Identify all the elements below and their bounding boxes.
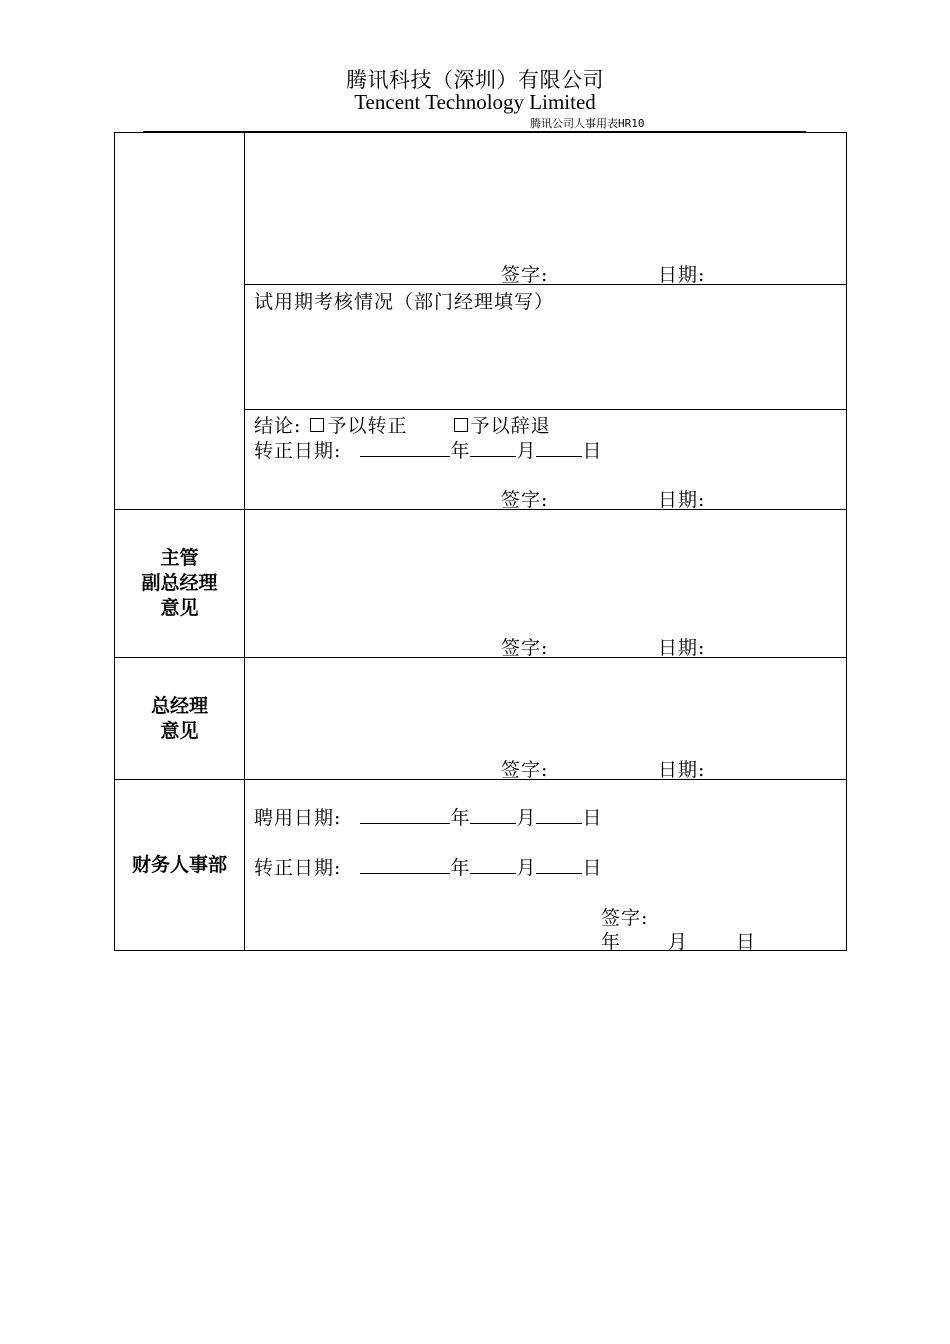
month-unit: 月 bbox=[516, 807, 537, 829]
date-label: 日期: bbox=[658, 264, 706, 286]
finance-sign-label: 签字: bbox=[601, 907, 649, 929]
probation-eval-title: 试用期考核情况（部门经理填写） bbox=[254, 291, 555, 313]
sign-label: 签字: bbox=[501, 489, 549, 511]
day-unit: 日 bbox=[582, 440, 603, 462]
vp-label-line1: 主管 bbox=[160, 547, 199, 569]
month-blank[interactable] bbox=[470, 805, 516, 824]
company-name-en: Tencent Technology Limited bbox=[354, 90, 596, 114]
confirm-option-label: 予以转正 bbox=[327, 415, 408, 437]
approval-form-table bbox=[114, 132, 847, 951]
day-unit: 日 bbox=[582, 857, 603, 879]
confirm-date-label: 转正日期: bbox=[254, 440, 342, 462]
hire-date-label: 聘用日期: bbox=[254, 807, 342, 829]
month-unit: 月 bbox=[516, 857, 537, 879]
vp-label-line3: 意见 bbox=[160, 597, 199, 619]
conclusion-label: 结论: bbox=[254, 415, 302, 437]
row-divider bbox=[115, 657, 846, 658]
year-blank[interactable] bbox=[360, 855, 450, 874]
vp-label-line2: 副总经理 bbox=[141, 572, 218, 594]
dismiss-option-label: 予以辞退 bbox=[470, 415, 551, 437]
sign-label: 签字: bbox=[501, 759, 549, 781]
confirm-date-label: 转正日期: bbox=[254, 857, 342, 879]
month-blank[interactable] bbox=[470, 438, 516, 457]
confirm-checkbox[interactable] bbox=[310, 418, 324, 432]
finance-month-unit: 月 bbox=[668, 931, 689, 953]
row-divider bbox=[115, 779, 846, 780]
month-unit: 月 bbox=[516, 440, 537, 462]
finance-day-unit: 日 bbox=[736, 931, 757, 953]
day-blank[interactable] bbox=[536, 438, 582, 457]
day-blank[interactable] bbox=[536, 855, 582, 874]
year-blank[interactable] bbox=[360, 438, 450, 457]
company-name-cn: 腾讯科技（深圳）有限公司 bbox=[346, 68, 604, 92]
finance-year-unit: 年 bbox=[601, 931, 622, 953]
gm-opinion-label bbox=[115, 694, 244, 744]
date-label: 日期: bbox=[658, 489, 706, 511]
year-unit: 年 bbox=[450, 440, 471, 462]
column-divider bbox=[244, 133, 245, 950]
date-label: 日期: bbox=[658, 637, 706, 659]
gm-label-line1: 总经理 bbox=[150, 695, 208, 717]
year-unit: 年 bbox=[450, 807, 471, 829]
day-unit: 日 bbox=[582, 807, 603, 829]
year-blank[interactable] bbox=[360, 805, 450, 824]
dismiss-checkbox[interactable] bbox=[454, 418, 468, 432]
month-blank[interactable] bbox=[470, 855, 516, 874]
finance-hr-label: 财务人事部 bbox=[131, 854, 227, 876]
gm-label-line2: 意见 bbox=[160, 720, 199, 742]
sign-label: 签字: bbox=[501, 264, 549, 286]
sign-label: 签字: bbox=[501, 637, 549, 659]
day-blank[interactable] bbox=[536, 805, 582, 824]
vp-opinion-label bbox=[115, 546, 244, 621]
year-unit: 年 bbox=[450, 857, 471, 879]
form-code: 腾讯公司人事用表HR10 bbox=[530, 117, 645, 130]
date-label: 日期: bbox=[658, 759, 706, 781]
row-divider bbox=[115, 509, 846, 510]
row-divider bbox=[244, 409, 846, 410]
